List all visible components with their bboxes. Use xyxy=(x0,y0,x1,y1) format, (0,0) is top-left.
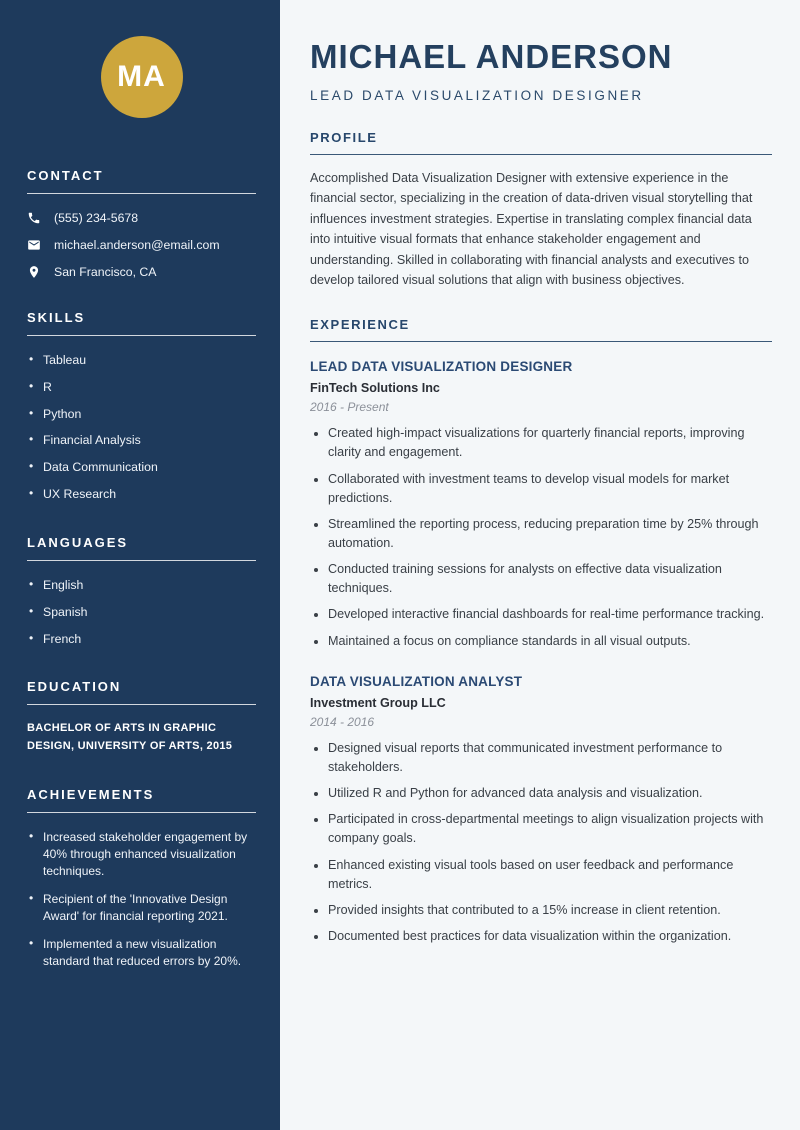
email-icon xyxy=(27,238,41,252)
skill-item: • UX Research xyxy=(27,486,256,504)
avatar-initials: MA xyxy=(117,60,166,93)
job-bullets xyxy=(310,739,772,947)
location-icon xyxy=(27,265,41,279)
job-dates: 2014 - 2016 xyxy=(310,714,375,729)
skill-item: • R xyxy=(27,379,256,397)
job-company: FinTech Solutions Inc xyxy=(310,381,440,396)
skill-item: • Financial Analysis xyxy=(27,432,256,450)
language-item: • French xyxy=(27,631,256,649)
job-bullet: • Maintained a focus on compliance standards in all visual outputs. xyxy=(328,632,772,651)
email-value: michael.anderson@email.com xyxy=(54,238,220,252)
languages-heading: LANGUAGES xyxy=(27,535,256,561)
languages-list xyxy=(27,577,256,648)
skills-section xyxy=(27,310,256,504)
job-dates: 2016 - Present xyxy=(310,400,389,415)
job-bullet: • Streamlined the reporting process, reducing preparation time by 25% through automation. xyxy=(328,515,772,553)
avatar-wrap xyxy=(27,36,256,118)
skills-heading: SKILLS xyxy=(27,310,256,336)
phone-value: (555) 234-5678 xyxy=(54,211,139,225)
page-title: MICHAEL ANDERSON xyxy=(310,38,673,75)
job-bullet: • Created high-impact visualizations for quarterly financial reports, improving clarity and engagement. xyxy=(328,424,772,462)
experience-section xyxy=(310,317,772,946)
job-subtitle: LEAD DATA VISUALIZATION DESIGNER xyxy=(310,88,644,103)
education-degree: BACHELOR OF ARTS IN GRAPHIC DESIGN, UNIVERSITY OF ARTS, 2015 xyxy=(27,722,233,753)
job-entry-2 xyxy=(310,674,772,947)
sidebar xyxy=(0,0,280,1130)
contact-row-location xyxy=(27,265,256,279)
job-title: DATA VISUALIZATION ANALYST xyxy=(310,673,523,689)
achievement-item: • Implemented a new visualization standard that reduced errors by 20%. xyxy=(27,936,256,971)
job-title: LEAD DATA VISUALIZATION DESIGNER xyxy=(310,359,573,375)
job-company: Investment Group LLC xyxy=(310,695,446,710)
profile-section xyxy=(310,130,772,290)
job-bullet: • Enhanced existing visual tools based on user feedback and performance metrics. xyxy=(328,856,772,894)
skill-item: • Data Communication xyxy=(27,459,256,477)
achievement-item: • Recipient of the 'Innovative Design Award' for financial reporting 2021. xyxy=(27,891,256,926)
job-bullet: • Collaborated with investment teams to develop visual models for market predictions. xyxy=(328,470,772,508)
experience-heading: EXPERIENCE xyxy=(310,317,772,342)
job-bullet: • Conducted training sessions for analysts on effective data visualization techniques. xyxy=(328,560,772,598)
contact-list xyxy=(27,211,256,279)
job-entry-1 xyxy=(310,359,772,650)
education-section xyxy=(27,679,256,755)
phone-icon xyxy=(27,211,41,225)
skills-list xyxy=(27,352,256,504)
job-bullet: • Provided insights that contributed to a 15% increase in client retention. xyxy=(328,901,772,920)
job-bullet: • Designed visual reports that communicated investment performance to stakeholders. xyxy=(328,739,772,777)
contact-heading: CONTACT xyxy=(27,168,256,194)
main-content xyxy=(280,0,800,1130)
contact-row-phone xyxy=(27,211,256,225)
job-bullet: • Utilized R and Python for advanced data analysis and visualization. xyxy=(328,784,772,803)
job-bullets xyxy=(310,424,772,650)
achievement-item: • Increased stakeholder engagement by 40% through enhanced visualization techniques. xyxy=(27,829,256,881)
education-heading: EDUCATION xyxy=(27,679,256,705)
contact-section xyxy=(27,168,256,279)
language-item: • English xyxy=(27,577,256,595)
job-bullet: • Participated in cross-departmental meetings to align visualization projects with company goals. xyxy=(328,810,772,848)
avatar xyxy=(101,36,183,118)
skill-item: • Tableau xyxy=(27,352,256,370)
location-value: San Francisco, CA xyxy=(54,265,157,279)
language-item: • Spanish xyxy=(27,604,256,622)
languages-section xyxy=(27,535,256,648)
achievements-section xyxy=(27,787,256,971)
profile-heading: PROFILE xyxy=(310,130,772,155)
achievements-list xyxy=(27,829,256,971)
profile-text: Accomplished Data Visualization Designer with extensive experience in the financial sector, specializing in the creation of data-driven visual storytelling that influences investment strategies. Expertise in translating complex financial data into intuitive visual formats that enhance stakeholder engagement and understanding. Skilled in collaborating with financial analysts and executives to develop tailored visual solutions that align with business objectives. xyxy=(310,171,753,287)
job-bullet: • Documented best practices for data visualization within the organization. xyxy=(328,927,772,946)
job-bullet: • Developed interactive financial dashboards for real-time performance tracking. xyxy=(328,605,772,624)
contact-row-email xyxy=(27,238,256,252)
achievements-heading: ACHIEVEMENTS xyxy=(27,787,256,813)
skill-item: • Python xyxy=(27,406,256,424)
